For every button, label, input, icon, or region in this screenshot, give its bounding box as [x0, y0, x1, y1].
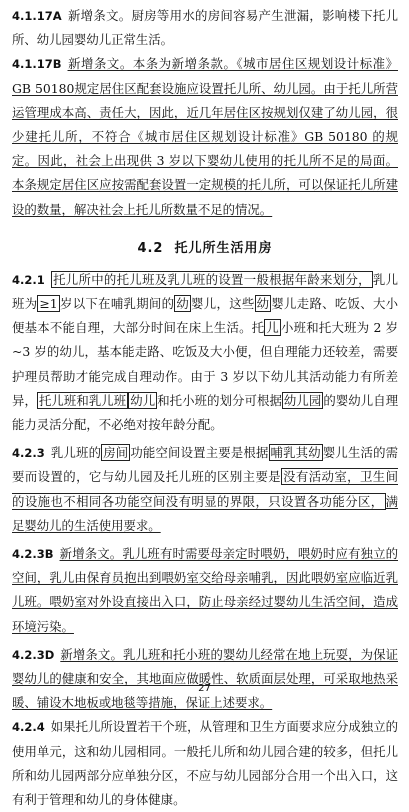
clause-4-2-4 [12, 715, 398, 812]
clause-text: 新增条文。乳儿班有时需要母亲定时喂奶，喂奶时应有独立的空间，乳儿由保育员抱出到喂奶室交给母亲哺乳，因此喂奶室应临近乳儿班。喂奶室对外设直接出入口，防止母亲经过婴幼儿生活空间，造成环境污染。 [12, 546, 398, 634]
section-heading [12, 237, 398, 256]
text-run: 的婴幼儿自理能力灵活分配，不必绝对按年龄分配。 [12, 392, 399, 433]
edited-text: 幼儿 [130, 392, 156, 408]
clause-code: 4.2.3 [12, 446, 45, 461]
clause-4-1-17a [12, 4, 398, 52]
edited-text: 幼 [176, 296, 190, 312]
edited-text: ≥1 [39, 296, 58, 312]
text-run: 和托小班 [157, 392, 208, 408]
edited-text: 房间 [103, 445, 129, 461]
struck-text: 托儿所中的托儿班及乳儿班的设置一般根据年龄来划分， [52, 271, 371, 287]
clause-text: 新增条文。本条为新增条款。《城市居住区规划设计标准》GB 50180规定居住区配套设施应设置托儿所、幼儿园。由于托儿所营运管理成本高、责任大，因此，近几年居住区按规划仅建了幼儿园，很少建托儿所，不符合《城市居住区规划设计标准》GB 50180 的规定。因此，社会上出现供 3 岁以下婴幼儿使用的托儿所不足的局面。本条规定居住区应按需配套设置一定规模的托儿所，可以保证托儿所建设的数量，解决社会上托儿所数量不足的情况。 [12, 56, 398, 217]
clause-code: 4.1.17B [12, 57, 62, 72]
clause-code: 4.2.4 [12, 720, 45, 735]
edited-text: 儿 [266, 320, 280, 336]
clause-code: 4.2.3B [12, 547, 54, 562]
text-run: 岁以下在哺乳期间的 [59, 296, 175, 312]
clause-code: 4.1.17A [12, 9, 62, 23]
text-run: 乳儿班的 [50, 445, 102, 461]
text-run: 婴儿生活的需要而设置的，它与幼儿园及托儿班的区别主要是 [12, 445, 399, 485]
edited-text: 没有活动室，卫生间的设施也不相同各功能空间没有明显的界限，只设置各功能分区， [12, 469, 399, 509]
clause-text: 如果托儿所设置若干个班，从管理和卫生方面要求应分成独立的使用单元，这和幼儿园相同。一般托儿所和幼儿园合建的较多，但托儿所和幼儿园两部分应单独分区，不应与幼儿园部分合用一个出入口，这有利于管理和幼儿的身体健康。 [12, 719, 398, 808]
text-run: 功能空间设置主要是根据 [130, 445, 269, 461]
clause-4-2-1 [12, 268, 398, 437]
section-title: 托儿所生活用房 [174, 240, 273, 256]
page-number: 27 [198, 683, 211, 694]
clause-4-2-3d [12, 643, 398, 716]
text-run: 婴儿走路、吃饭、大小便基本不能自理，大部分时间在床上生活。托 [12, 296, 399, 336]
clause-code: 4.2.1 [12, 272, 45, 287]
clause-code: 4.2.3D [12, 647, 55, 662]
edited-text: 哺乳其幼 [270, 445, 321, 461]
underlined-text: 满足婴幼儿的生活使用要求。 [12, 493, 398, 533]
clause-4-2-3 [12, 441, 398, 538]
clause-4-2-3b [12, 542, 398, 639]
text-run: 的划分可根据 [207, 392, 282, 408]
text-run: 乳儿班为 [12, 271, 399, 312]
section-number: 4.2 [137, 240, 164, 256]
clause-text: 新增条文。乳儿班和托小班的婴幼儿经常在地上玩耍，为保证婴幼儿的健康和安全，其地面应做暖性、软质面层处理，可采取地热采暖、铺设木地板或地毯等措施，保证上述要求。 [12, 646, 398, 711]
clause-text: 新增条文。厨房等用水的房间容易产生泄漏，影响楼下托儿所、幼儿园婴幼儿正常生活。 [12, 8, 398, 48]
text-run: 小班和托大班为 2 岁~3 岁的幼儿，基本能走路、吃饭及大小便，但自理能力还较差，需要护理员帮助才能完成自理动作。由于 3 岁以下幼儿其活动能力有所差异， [12, 320, 399, 408]
edited-text: 托儿班和乳儿班 [38, 392, 127, 408]
edited-text: 幼儿园 [283, 392, 322, 408]
text-run: 婴儿，这些 [191, 296, 255, 312]
edited-text: 幼 [256, 296, 270, 312]
clause-4-1-17b [12, 52, 398, 221]
